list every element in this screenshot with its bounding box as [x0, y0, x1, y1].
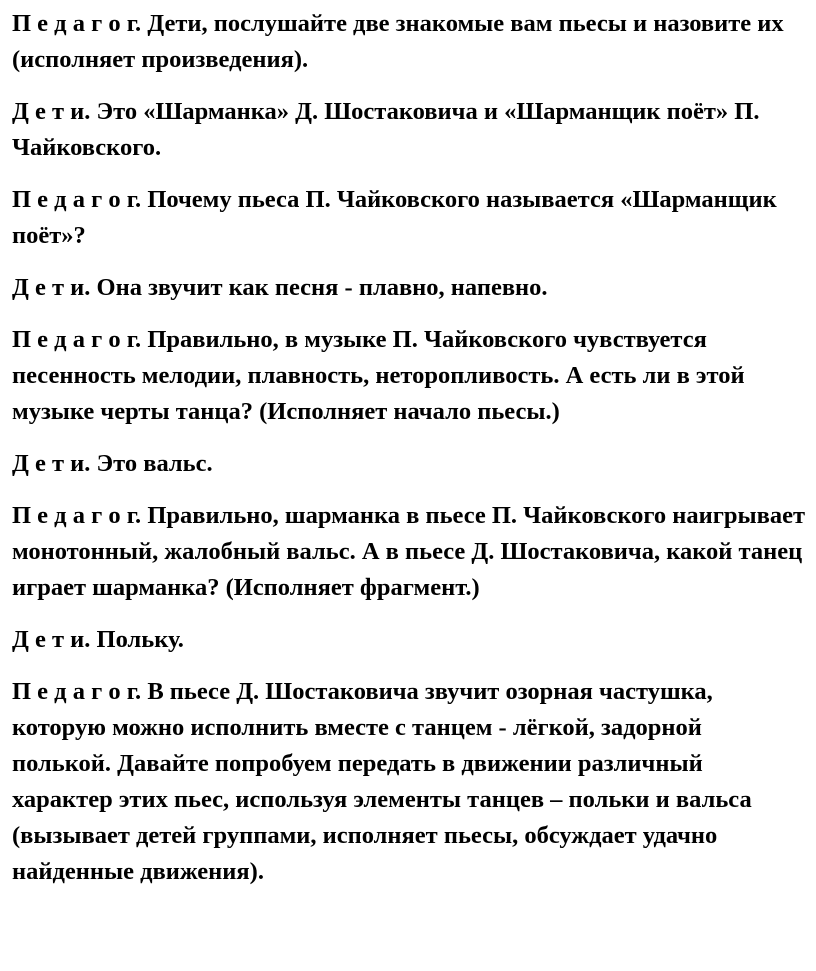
- dialogue-paragraph: [12, 446, 806, 482]
- dialogue-paragraph: [12, 94, 806, 166]
- speaker-label: Д е т и.: [12, 450, 91, 477]
- speaker-label: Д е т и.: [12, 626, 91, 653]
- dialogue-text: Она звучит как песня - плавно, напевно.: [90, 274, 548, 301]
- dialogue-text: Это «Шарманка» Д. Шостаковича и «Шарманщик поёт» П. Чайковского.: [12, 98, 760, 161]
- dialogue-text: Почему пьеса П. Чайковского называется «Шарманщик поёт»?: [12, 186, 777, 249]
- speaker-label: П е д а г о г.: [12, 10, 142, 37]
- dialogue-text: Дети, послушайте две знакомые вам пьесы и назовите их (исполняет произведения).: [12, 10, 784, 73]
- dialogue-paragraph: [12, 674, 806, 890]
- dialogue-text: Это вальс.: [90, 450, 213, 477]
- dialogue-paragraph: [12, 498, 806, 606]
- dialogue-text: Польку.: [90, 626, 184, 653]
- speaker-label: П е д а г о г.: [12, 502, 142, 529]
- dialogue-text: В пьесе Д. Шостаковича звучит озорная частушка, которую можно исполнить вместе с танцем - лёгкой, задорной полькой. Давайте попробуем передать в движении различный характер этих пьес, используя элементы танцев – польки и вальса (вызывает детей группами, исполняет пьесы, обсуждает удачно найденные движения).: [12, 678, 752, 885]
- dialogue-paragraph: [12, 322, 806, 430]
- speaker-label: П е д а г о г.: [12, 678, 142, 705]
- dialogue-paragraph: [12, 622, 806, 658]
- dialogue-paragraph: [12, 6, 806, 78]
- speaker-label: Д е т и.: [12, 98, 91, 125]
- dialogue-paragraph: [12, 182, 806, 254]
- dialogue-text: Правильно, в музыке П. Чайковского чувствуется песенность мелодии, плавность, неторопливость. А есть ли в этой музыке черты танца? (Исполняет начало пьесы.): [12, 326, 745, 425]
- speaker-label: П е д а г о г.: [12, 186, 142, 213]
- dialogue-paragraph: [12, 270, 806, 306]
- speaker-label: П е д а г о г.: [12, 326, 142, 353]
- speaker-label: Д е т и.: [12, 274, 91, 301]
- dialogue-text: Правильно, шарманка в пьесе П. Чайковского наигрывает монотонный, жалобный вальс. А в пьесе Д. Шостаковича, какой танец играет шарманка? (Исполняет фрагмент.): [12, 502, 806, 601]
